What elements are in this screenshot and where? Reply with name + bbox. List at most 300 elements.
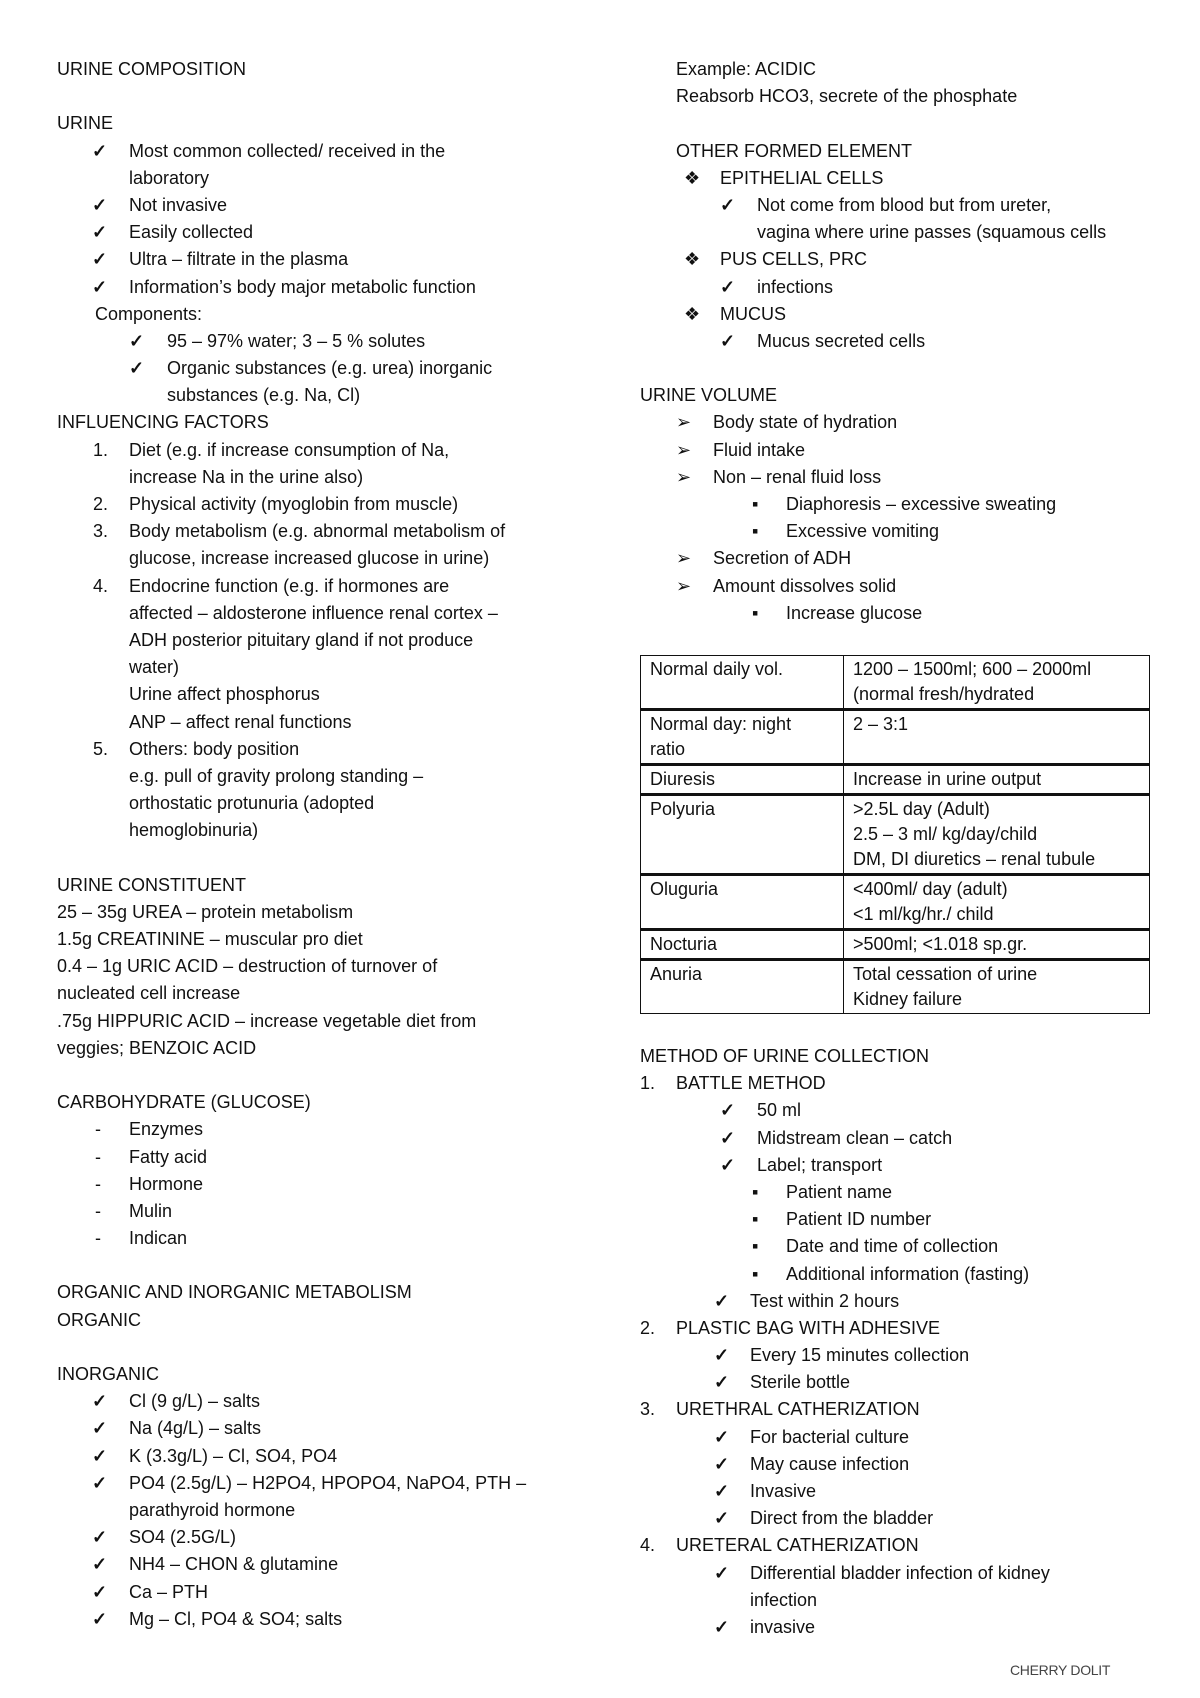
check-icon <box>129 328 144 355</box>
check-icon <box>720 1097 735 1124</box>
item-text: Reabsorb HCO3, secrete of the phosphate <box>676 86 1018 107</box>
author-footer: CHERRY DOLIT <box>1010 1662 1111 1678</box>
desc-text: <400ml/ day (adult) <box>853 879 1008 899</box>
list-item <box>640 1478 1160 1505</box>
item-text: URETERAL CATHERIZATION <box>676 1535 919 1556</box>
dash-bullet <box>95 1171 101 1198</box>
item-text: PUS CELLS, PRC <box>720 249 868 270</box>
list-item <box>57 980 577 1007</box>
check-icon <box>92 192 107 219</box>
item-text: METHOD OF URINE COLLECTION <box>640 1046 930 1066</box>
item-text: Most common collected/ received in the <box>129 140 446 161</box>
item-text: Components: <box>95 303 203 324</box>
item-text: Date and time of collection <box>786 1236 999 1257</box>
item-text: infections <box>757 276 834 297</box>
check-icon <box>720 1152 735 1179</box>
square-bullet-icon <box>752 1233 758 1260</box>
table-row <box>641 710 1150 765</box>
item-text: vagina where urine passes (squamous cells <box>757 222 1107 243</box>
list-item <box>640 464 1160 491</box>
list-item <box>57 1551 577 1578</box>
item-text: Sterile bottle <box>750 1372 851 1393</box>
blank-line <box>640 355 1160 382</box>
item-text: Others: body position <box>129 738 300 759</box>
item-text: Ultra – filtrate in the plasma <box>129 249 349 270</box>
list-item <box>640 518 1160 545</box>
desc-text: <1 ml/kg/hr./ child <box>853 904 994 924</box>
list-item <box>57 763 577 790</box>
list-item <box>57 736 577 763</box>
arrow-bullet-icon <box>676 464 691 491</box>
list-item <box>640 1233 1160 1260</box>
item-text: Na (4g/L) – salts <box>129 1418 262 1439</box>
check-icon <box>92 1443 107 1470</box>
term-text: Normal day: night <box>650 714 792 734</box>
check-icon <box>714 1451 729 1478</box>
list-item <box>57 817 577 844</box>
check-icon <box>720 192 735 219</box>
list-number: 3. <box>93 521 109 542</box>
item-text: Hormone <box>129 1173 204 1194</box>
item-text: OTHER FORMED ELEMENT <box>676 140 913 161</box>
item-text: CARBOHYDRATE (GLUCOSE) <box>57 1092 311 1113</box>
term-text: ratio <box>650 739 686 759</box>
list-item <box>57 1225 577 1252</box>
item-text: MUCUS <box>720 303 786 324</box>
item-text: Body metabolism (e.g. abnormal metabolism of <box>129 521 506 542</box>
check-icon <box>92 1579 107 1606</box>
item-text: Not come from blood but from ureter, <box>757 194 1052 215</box>
item-text: Fatty acid <box>129 1146 208 1167</box>
item-text: 1.5g CREATININE – muscular pro diet <box>57 929 363 949</box>
blank-line <box>57 83 577 110</box>
list-item <box>640 1560 1160 1587</box>
list-item <box>640 1587 1160 1614</box>
desc-text: 2 – 3:1 <box>853 714 909 734</box>
section-heading <box>57 56 577 83</box>
section-heading <box>57 1361 577 1388</box>
table-term-cell <box>641 765 844 795</box>
check-icon <box>92 1388 107 1415</box>
item-text: Endocrine function (e.g. if hormones are <box>129 575 450 596</box>
square-bullet-icon <box>752 1206 758 1233</box>
item-text: K (3.3g/L) – Cl, SO4, PO4 <box>129 1445 338 1466</box>
term-text: Anuria <box>650 964 703 984</box>
list-item <box>640 1342 1160 1369</box>
list-number: 1. <box>640 1073 656 1094</box>
square-bullet-icon <box>752 491 758 518</box>
section-heading <box>640 1043 1160 1070</box>
term-text: Oluguria <box>650 879 719 899</box>
item-text: 50 ml <box>757 1100 802 1121</box>
item-text: 0.4 – 1g URIC ACID – destruction of turnover of <box>57 956 438 977</box>
item-text: Excessive vomiting <box>786 521 940 542</box>
item-text: nucleated cell increase <box>57 983 241 1004</box>
arrow-bullet-icon <box>676 409 691 436</box>
item-text: INORGANIC <box>57 1364 160 1384</box>
blank-line <box>57 844 577 871</box>
item-text: Midstream clean – catch <box>757 1127 953 1148</box>
term-text: Nocturia <box>650 934 718 954</box>
check-icon <box>92 246 107 273</box>
item-text: Amount dissolves solid <box>713 575 897 596</box>
check-icon <box>714 1505 729 1532</box>
list-item <box>57 1008 577 1035</box>
list-item <box>640 328 1160 355</box>
item-text: ADH posterior pituitary gland if not produce <box>129 629 474 650</box>
list-item <box>57 627 577 654</box>
list-item <box>640 1125 1160 1152</box>
blank-line <box>57 1252 577 1279</box>
list-item <box>640 219 1160 246</box>
check-icon <box>720 328 735 355</box>
check-icon <box>92 1551 107 1578</box>
item-text: Fluid intake <box>713 439 806 460</box>
list-item <box>57 899 577 926</box>
item-text: Organic substances (e.g. urea) inorganic <box>167 358 493 379</box>
item-text: Invasive <box>750 1481 817 1501</box>
item-text: Patient name <box>786 1181 893 1202</box>
item-text: Body state of hydration <box>713 412 898 433</box>
blank-line <box>57 1062 577 1089</box>
term-text: Polyuria <box>650 799 716 819</box>
list-item <box>640 1097 1160 1124</box>
check-icon <box>129 355 144 382</box>
table-desc-cell <box>844 795 1150 875</box>
item-text: Mg – Cl, PO4 & SO4; salts <box>129 1608 343 1629</box>
item-text: Every 15 minutes collection <box>750 1345 970 1366</box>
list-item <box>57 1144 577 1171</box>
blank-line <box>57 1334 577 1361</box>
square-bullet-icon <box>752 600 758 627</box>
check-icon <box>720 274 735 301</box>
list-item <box>57 382 577 409</box>
list-item <box>640 138 1160 165</box>
check-icon <box>714 1288 729 1315</box>
list-item <box>57 328 577 355</box>
item-text: URINE <box>57 113 114 134</box>
list-item <box>640 573 1160 600</box>
list-item <box>57 355 577 382</box>
list-item <box>640 56 1160 83</box>
dash-bullet <box>95 1116 101 1143</box>
item-text: Ca – PTH <box>129 1581 209 1602</box>
check-icon <box>714 1614 729 1641</box>
item-text: water) <box>129 657 180 678</box>
item-text: affected – aldosterone influence renal cortex – <box>129 602 498 623</box>
item-text: ORGANIC AND INORGANIC METABOLISM <box>57 1282 412 1303</box>
item-text: Mucus secreted cells <box>757 330 926 351</box>
list-item <box>57 274 577 301</box>
item-text: Urine affect phosphorus <box>129 684 320 705</box>
item-text: URETHRAL CATHERIZATION <box>676 1399 920 1420</box>
dash-bullet <box>95 1144 101 1171</box>
list-item <box>57 138 577 165</box>
check-icon <box>714 1369 729 1396</box>
item-text: Test within 2 hours <box>750 1290 900 1311</box>
table-desc-cell <box>844 930 1150 960</box>
list-item <box>640 409 1160 436</box>
item-text: Differential bladder infection of kidney <box>750 1562 1050 1583</box>
list-item <box>57 165 577 192</box>
list-item <box>57 1388 577 1415</box>
section-heading <box>57 1279 577 1306</box>
list-item <box>640 1532 1160 1559</box>
section-heading <box>640 382 1160 409</box>
list-item <box>640 1152 1160 1179</box>
item-text: EPITHELIAL CELLS <box>720 167 884 188</box>
list-item <box>640 1451 1160 1478</box>
desc-text: 2.5 – 3 ml/ kg/day/child <box>853 824 1038 844</box>
list-item <box>57 491 577 518</box>
list-item <box>57 1116 577 1143</box>
right-column-bottom <box>640 1043 1160 1641</box>
arrow-bullet-icon <box>676 545 691 572</box>
item-text: ORGANIC <box>57 1309 142 1330</box>
item-text: Additional information (fasting) <box>786 1263 1030 1284</box>
item-text: For bacterial culture <box>750 1426 910 1447</box>
list-item <box>640 545 1160 572</box>
list-item <box>640 437 1160 464</box>
urine-volume-table <box>640 655 1150 1014</box>
item-text: PO4 (2.5g/L) – H2PO4, HPOPO4, NaPO4, PTH – <box>129 1472 527 1493</box>
item-text: laboratory <box>129 167 210 188</box>
desc-text: >2.5L day (Adult) <box>853 799 990 819</box>
table-row <box>641 875 1150 930</box>
item-text: PLASTIC BAG WITH ADHESIVE <box>676 1317 941 1338</box>
table-row <box>641 930 1150 960</box>
item-text: e.g. pull of gravity prolong standing – <box>129 765 424 786</box>
list-item <box>57 192 577 219</box>
table-desc-cell <box>844 710 1150 765</box>
table-row <box>641 960 1150 1014</box>
item-text: Increase glucose <box>786 602 923 623</box>
item-text: orthostatic protunuria (adopted <box>129 793 375 814</box>
check-icon <box>92 274 107 301</box>
square-bullet-icon <box>752 1261 758 1288</box>
table-desc-cell <box>844 960 1150 1014</box>
arrow-bullet-icon <box>676 437 691 464</box>
list-item <box>640 600 1160 627</box>
list-item <box>640 1315 1160 1342</box>
diamond-bullet-icon <box>684 165 700 192</box>
list-item <box>640 1206 1160 1233</box>
item-text: Information’s body major metabolic function <box>129 276 476 297</box>
list-item <box>640 1505 1160 1532</box>
table-desc-cell <box>844 656 1150 710</box>
arrow-bullet-icon <box>676 573 691 600</box>
square-bullet-icon <box>752 518 758 545</box>
list-number: 3. <box>640 1399 656 1420</box>
item-text: .75g HIPPURIC ACID – increase vegetable diet from <box>57 1010 477 1031</box>
check-icon <box>92 138 107 165</box>
diamond-bullet-icon <box>684 246 700 273</box>
desc-text: Kidney failure <box>853 989 963 1009</box>
list-item <box>57 573 577 600</box>
item-text: increase Na in the urine also) <box>129 466 364 487</box>
check-icon <box>714 1342 729 1369</box>
section-heading <box>57 110 577 137</box>
item-text: invasive <box>750 1616 816 1637</box>
item-text: hemoglobinuria) <box>129 820 259 841</box>
check-icon <box>714 1478 729 1505</box>
list-number: 4. <box>93 575 109 596</box>
table-term-cell <box>641 656 844 710</box>
list-item <box>57 1443 577 1470</box>
item-text: May cause infection <box>750 1453 910 1474</box>
item-text: Direct from the bladder <box>750 1508 934 1529</box>
list-item <box>640 301 1160 328</box>
table-term-cell <box>641 710 844 765</box>
table-row <box>641 795 1150 875</box>
list-item <box>640 1396 1160 1423</box>
list-number: 1. <box>93 439 109 460</box>
list-item <box>640 1179 1160 1206</box>
list-item <box>57 790 577 817</box>
list-item <box>57 246 577 273</box>
check-icon <box>92 1470 107 1497</box>
list-item <box>57 545 577 572</box>
item-text: Secretion of ADH <box>713 548 852 569</box>
check-icon <box>714 1424 729 1451</box>
list-item <box>57 654 577 681</box>
table-term-cell <box>641 875 844 930</box>
right-column-top <box>640 56 1160 627</box>
list-item <box>57 1198 577 1225</box>
section-heading <box>57 872 577 899</box>
item-text: Patient ID number <box>786 1209 932 1230</box>
item-text: URINE CONSTITUENT <box>57 874 246 895</box>
item-text: Physical activity (myoglobin from muscle) <box>129 494 459 514</box>
desc-text: >500ml; <1.018 sp.gr. <box>853 934 1028 954</box>
list-number: 5. <box>93 738 109 759</box>
desc-text: 1200 – 1500ml; 600 – 2000ml <box>853 659 1092 679</box>
list-item <box>640 1369 1160 1396</box>
list-item <box>57 464 577 491</box>
list-number: 4. <box>640 1535 656 1556</box>
list-item <box>57 600 577 627</box>
list-item <box>640 192 1160 219</box>
desc-text: Total cessation of urine <box>853 964 1038 984</box>
item-text: URINE COMPOSITION <box>57 59 247 79</box>
list-item <box>57 1035 577 1062</box>
table-desc-cell <box>844 765 1150 795</box>
check-icon <box>92 219 107 246</box>
check-icon <box>92 1524 107 1551</box>
item-text: Indican <box>129 1228 188 1249</box>
square-bullet-icon <box>752 1179 758 1206</box>
diamond-bullet-icon <box>684 301 700 328</box>
item-text: Not invasive <box>129 194 228 215</box>
check-icon <box>714 1560 729 1587</box>
list-item <box>57 953 577 980</box>
list-item <box>640 83 1160 110</box>
list-item <box>640 165 1160 192</box>
list-item <box>57 709 577 736</box>
item-text: URINE VOLUME <box>640 385 778 406</box>
item-text: Diaphoresis – excessive sweating <box>786 494 1057 514</box>
list-item <box>57 1606 577 1633</box>
list-number: 2. <box>640 1317 656 1338</box>
term-text: Normal daily vol. <box>650 659 784 679</box>
section-heading <box>57 1089 577 1116</box>
list-item <box>57 1470 577 1497</box>
table-row <box>641 656 1150 710</box>
list-item <box>640 274 1160 301</box>
desc-text: Increase in urine output <box>853 769 1042 789</box>
list-item <box>57 1524 577 1551</box>
desc-text: (normal fresh/hydrated <box>853 684 1035 704</box>
item-text: glucose, increase increased glucose in urine) <box>129 548 490 569</box>
term-text: Diuresis <box>650 769 716 789</box>
blank-line <box>640 110 1160 137</box>
item-text: infection <box>750 1589 818 1610</box>
list-item <box>57 1415 577 1442</box>
item-text: 95 – 97% water; 3 – 5 % solutes <box>167 330 426 351</box>
table-term-cell <box>641 960 844 1014</box>
item-text: 25 – 35g UREA – protein metabolism <box>57 901 354 922</box>
list-item <box>57 219 577 246</box>
list-item <box>57 926 577 953</box>
table-desc-cell <box>844 875 1150 930</box>
item-text: Enzymes <box>129 1119 204 1140</box>
left-column <box>57 56 577 1633</box>
item-text: Example: ACIDIC <box>676 59 817 79</box>
list-item <box>57 681 577 708</box>
item-text: veggies; BENZOIC ACID <box>57 1037 257 1058</box>
item-text: INFLUENCING FACTORS <box>57 412 269 433</box>
list-item <box>57 437 577 464</box>
list-item <box>57 301 577 328</box>
section-heading <box>57 409 577 436</box>
item-text: Non – renal fluid loss <box>713 466 882 487</box>
item-text: SO4 (2.5G/L) <box>129 1527 237 1548</box>
dash-bullet <box>95 1198 101 1225</box>
list-item <box>640 1288 1160 1315</box>
item-text: NH4 – CHON & glutamine <box>129 1554 339 1575</box>
list-number: 2. <box>93 494 109 514</box>
list-item <box>57 1579 577 1606</box>
item-text: parathyroid hormone <box>129 1499 296 1520</box>
desc-text: DM, DI diuretics – renal tubule <box>853 849 1096 869</box>
check-icon <box>92 1606 107 1633</box>
item-text: Label; transport <box>757 1154 883 1175</box>
item-text: Mulin <box>129 1200 173 1221</box>
section-heading <box>57 1307 577 1334</box>
list-item <box>640 246 1160 273</box>
item-text: ANP – affect renal functions <box>129 711 352 732</box>
item-text: Cl (9 g/L) – salts <box>129 1391 261 1412</box>
list-item <box>640 1261 1160 1288</box>
check-icon <box>720 1125 735 1152</box>
list-item <box>640 1070 1160 1097</box>
table-term-cell <box>641 930 844 960</box>
dash-bullet <box>95 1225 101 1252</box>
list-item <box>57 1171 577 1198</box>
item-text: BATTLE METHOD <box>676 1073 826 1094</box>
list-item <box>640 491 1160 518</box>
list-item <box>57 1497 577 1524</box>
item-text: Easily collected <box>129 222 254 243</box>
item-text: Diet (e.g. if increase consumption of Na, <box>129 439 450 460</box>
list-item <box>640 1614 1160 1641</box>
item-text: substances (e.g. Na, Cl) <box>167 385 361 406</box>
list-item <box>57 518 577 545</box>
table-term-cell <box>641 795 844 875</box>
check-icon <box>92 1415 107 1442</box>
table-row <box>641 765 1150 795</box>
list-item <box>640 1424 1160 1451</box>
